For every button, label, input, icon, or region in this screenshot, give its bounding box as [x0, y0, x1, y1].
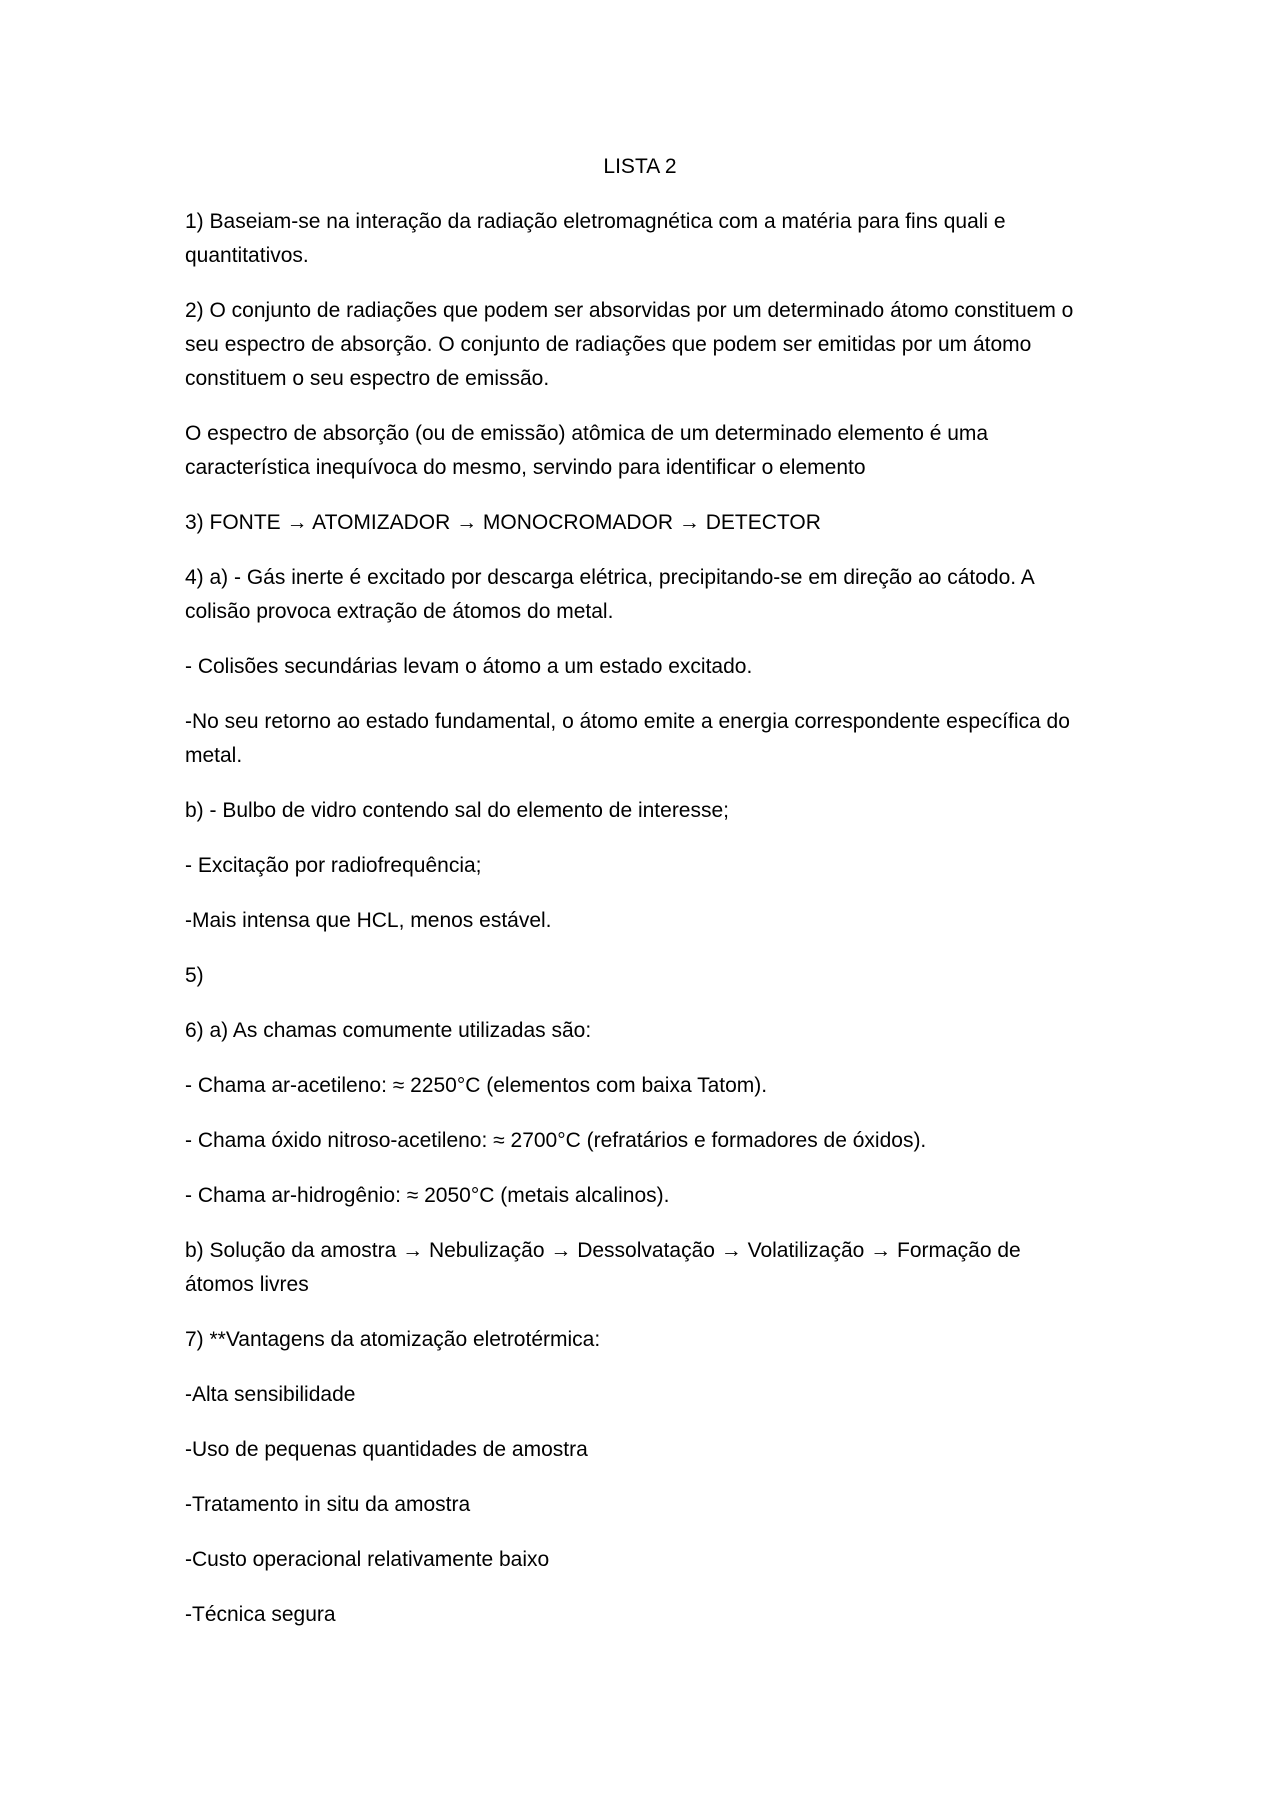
- paragraph-6b: b) Solução da amostra → Nebulização → Dessolvatação → Volatilização → Formação de átomos livres: [185, 1239, 1021, 1296]
- paragraph-5: 5): [185, 964, 204, 987]
- paragraph-3: 3) FONTE → ATOMIZADOR → MONOCROMADOR → DETECTOR: [185, 511, 821, 534]
- paragraph-7-item-5: -Técnica segura: [185, 1603, 336, 1626]
- paragraph-7: 7) **Vantagens da atomização eletrotérmica:: [185, 1328, 601, 1351]
- paragraph-4b: b) - Bulbo de vidro contendo sal do elemento de interesse;: [185, 799, 730, 822]
- paragraph-4a: 4) a) - Gás inerte é excitado por descarga elétrica, precipitando-se em direção ao cátodo. A colisão provoca extração de átomos do metal.: [185, 566, 1034, 623]
- paragraph-7-item-2: -Uso de pequenas quantidades de amostra: [185, 1438, 588, 1461]
- paragraph-2-cont: O espectro de absorção (ou de emissão) atômica de um determinado elemento é uma característica inequívoca do mesmo, servindo para identificar o elemento: [185, 422, 989, 479]
- paragraph-6a-item-1: - Chama ar-acetileno: ≈ 2250°C (elementos com baixa Tatom).: [185, 1074, 768, 1097]
- paragraph-4b-item-2: - Excitação por radiofrequência;: [185, 854, 482, 877]
- page-title: LISTA 2: [603, 155, 677, 178]
- paragraph-4a-item-2: - Colisões secundárias levam o átomo a um estado excitado.: [185, 655, 753, 678]
- paragraph-4a-item-3: -No seu retorno ao estado fundamental, o átomo emite a energia correspondente específica do metal.: [185, 710, 1070, 767]
- paragraph-7-item-3: -Tratamento in situ da amostra: [185, 1493, 471, 1516]
- paragraph-4b-item-3: -Mais intensa que HCL, menos estável.: [185, 909, 552, 932]
- paragraph-6a: 6) a) As chamas comumente utilizadas são:: [185, 1019, 592, 1042]
- paragraph-6a-item-3: - Chama ar-hidrogênio: ≈ 2050°C (metais alcalinos).: [185, 1184, 670, 1207]
- paragraph-1: 1) Baseiam-se na interação da radiação eletromagnética com a matéria para fins quali e quantitativos.: [185, 210, 1006, 267]
- paragraph-6a-item-2: - Chama óxido nitroso-acetileno: ≈ 2700°C (refratários e formadores de óxidos).: [185, 1129, 927, 1152]
- document-page: [185, 150, 1095, 1653]
- paragraph-2: 2) O conjunto de radiações que podem ser absorvidas por um determinado átomo constituem o seu espectro de absorção. O conjunto de radiações que podem ser emitidas por um átomo constituem o seu espectro de emissão.: [185, 299, 1074, 390]
- paragraph-7-item-1: -Alta sensibilidade: [185, 1383, 356, 1406]
- paragraph-7-item-4: -Custo operacional relativamente baixo: [185, 1548, 550, 1571]
